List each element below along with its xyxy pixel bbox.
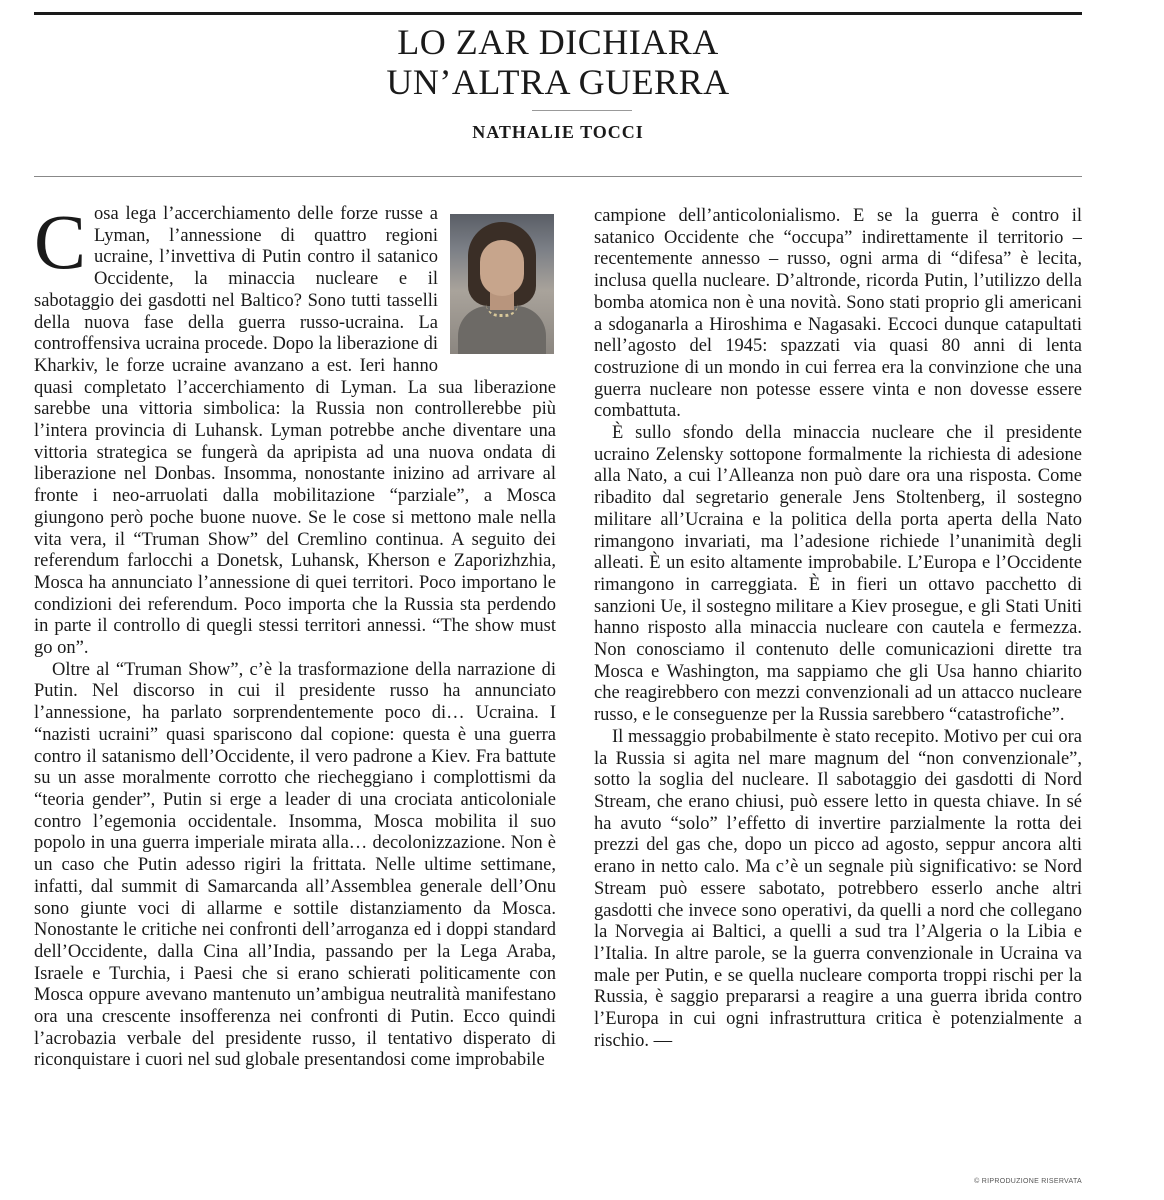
paragraph-4: È sullo sfondo della minaccia nucleare che il presidente ucraino Zelensky sottopone formalmente la richiesta di adesione alla Nato, a cui l’Alleanza non può dare ora una risposta. Come ribadito dal segretario generale Jens Stoltenberg, il sostegno militare all’Ucraina e la politica della porta aperta della Nato rimangono invariati, ma l’adesione richiede l’unanimità degli alleati. È un esito altamente improbabile. L’Europa e l’Occidente rimangono in carreggiata. È in fieri un ottavo pacchetto di sanzioni Ue, il sostegno militare a Kiev prosegue, e gli Stati Uniti hanno risposto alla minaccia nucleare con cautela e fermezza. Non conosciamo il contenuto delle comunicazioni dirette tra Mosca e Washington, ma sappiamo che gli Usa hanno chiarito che reagirebbero con mezzi convenzionali ad un attacco nucleare russo, e le conseguenze per la Russia sarebbero “catastrofiche”. xyxy=(594,423,1082,726)
section-divider xyxy=(34,176,1082,177)
article-column-left xyxy=(34,204,556,1174)
copyright-notice: © RIPRODUZIONE RISERVATA xyxy=(974,1178,1082,1185)
headline-line-2: UN’ALTRA GUERRA xyxy=(386,62,730,102)
author-byline: NATHALIE TOCCI xyxy=(472,122,644,142)
headline-line-1: LO ZAR DICHIARA xyxy=(397,22,719,62)
paragraph-5: Il messaggio probabilmente è stato recepito. Motivo per cui ora la Russia si agita nel mare magnum del “non convenzionale”, sotto la soglia del nucleare. Il sabotaggio dei gasdotti di Nord Stream, che erano chiusi, può essere letto in questa chiave. In sé ha avuto “solo” l’effetto di invertire parzialmente la rotta dei prezzi del gas che, dopo un picco ad agosto, seppur ancora alti erano in netto calo. Ma c’è un segnale più significativo: se Nord Stream può essere sabotato, potrebbero esserlo anche altri gasdotti che invece sono operativi, da quelli a nord che collegano la Norvegia ai Baltici, a quelli a sud tra l’Algeria o la Libia e l’Italia. In altre parole, se la guerra convenzionale in Ucraina va male per Putin, e se quella nucleare comporta troppi rischi per la Russia, è saggio prepararsi a reagire a una guerra ibrida contro l’Europa in cui ogni infrastruttura critica è potenzialmente a rischio. — xyxy=(594,726,1082,1051)
paragraph-3: campione dell’anticolonialismo. E se la guerra è contro il satanico Occidente che “occupa” indirettamente il territorio – recentemente annesso – russo, ogni arma di “difesa” è lecita, inclusa quella nucleare. D’altronde, ricorda Putin, l’utilizzo della bomba atomica non è una novità. Sono stati proprio gli americani a sdoganarla a Hiroshima e Nagasaki. Eccoci dunque catapultati nell’agosto del 1945: spazzati via quasi 80 anni di lenta costruzione di un mondo in cui ferrea era la convinzione che una guerra nucleare non potesse essere vinta e non dovesse essere combattuta. xyxy=(594,206,1082,422)
author-photo xyxy=(450,214,554,354)
top-rule xyxy=(34,12,1082,15)
drop-cap: C xyxy=(34,204,87,285)
headline-divider xyxy=(532,110,632,111)
paragraph-1: Cosa lega l’accerchiamento delle forze russe a Lyman, l’annessione di quattro regioni ucraine, l’invettiva di Putin contro il satanico Occidente, la minaccia nucleare e il sabotaggio dei gasdotti nel Baltico? Sono tutti tasselli della nuova fase della guerra russo-ucraina. La controffensiva ucraina procede. Dopo la liberazione di Kharkiv, le forze ucraine avanzano a est. Ieri hanno quasi completato l’accerchiamento di Lyman. La sua liberazione sarebbe una vittoria simbolica: la Russia non controllerebbe più l’intera provincia di Luhansk. Lyman potrebbe anche diventare una vittoria strategica se fungerà da apripista ad una nuova ondata di liberazione nel Donbas. Insomma, nonostante inizino ad arrivare al fronte i neo-arruolati dalla mobilitazione “parziale”, a Mosca giungono però poche buone nuove. Se le cose si mettono male nella vita vera, il “Truman Show” del Cremlino continua. A seguito dei referendum farlocchi a Donetsk, Luhansk, Kherson e Zaporizhzhia, Mosca ha annunciato l’annessione di quei territori. Poco importano le condizioni dei referendum. Poco importa che la Russia sta perdendo in parte il controllo di quegli stessi territori annessi. “The show must go on”. xyxy=(34,204,556,659)
article-column-right xyxy=(594,206,1082,1166)
headline xyxy=(34,22,1082,102)
paragraph-2: Oltre al “Truman Show”, c’è la trasformazione della narrazione di Putin. Nel discorso in cui il presidente russo ha annunciato l’annessione, ha parlato sorprendentemente poco di… Ucraina. I “nazisti ucraini” quasi spariscono dal copione: questa è una guerra contro il satanismo dell’Occidente, il vero padrone a Kiev. Fra battute su un asse moralmente corrotto che riecheggiano i complottismi da “teoria gender”, Putin si erge a leader di una crociata anticoloniale contro l’egemonia occidentale. Insomma, Mosca mobilita il suo popolo in una guerra imperiale mirata alla… decolonizzazione. Non è un caso che Putin adesso rigiri la frittata. Nelle ultime settimane, infatti, dal summit di Samarcanda all’Assemblea generale dell’Onu sono giunte voci di allarme e sottile distanziamento da Mosca. Nonostante le critiche nei confronti dell’arroganza ed i doppi standard dell’Occidente, dalla Cina all’India, passando per la Lega Araba, Israele e Turchia, i Paesi che si erano schierati politicamente con Mosca oppure avevano mantenuto un’ambigua neutralità manifestano ora una crescente insofferenza nei confronti di Putin. Ecco quindi l’acrobazia verbale del presidente russo, il tentativo disperato di riconquistare i cuori nel sud globale presentandosi come improbabile xyxy=(34,659,556,1071)
